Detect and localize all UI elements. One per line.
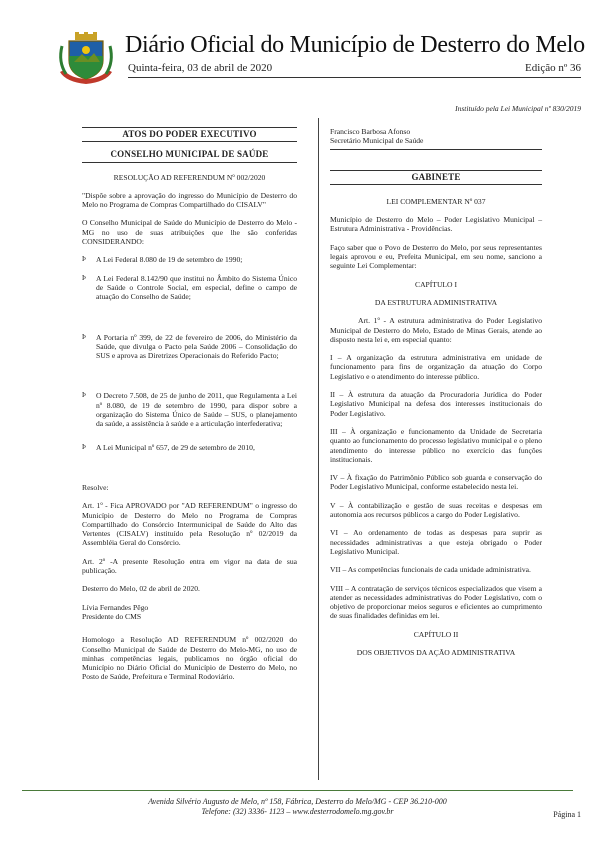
bullet-arrow-icon: Þ: [82, 442, 86, 451]
consideration-item: Þ A Portaria nº 399, de 22 de fevereiro de 2006, do Ministério da Saúde, que divulga o Pacto pela Saúde 2006 – Consolidação do SUS e aprova as Diretrizes Operacionais do Referido Pacto;: [82, 332, 297, 361]
edition-number: Edição nº 36: [525, 62, 581, 74]
resolution-summary: "Dispõe sobre a aprovação do ingresso do Município de Desterro do Melo no Programa de Compras Compartilhado do CISALV": [82, 190, 297, 210]
law-item: III – À organização e funcionamento da Unidade de Secretaria quanto ao funcionamento do processo legislativo municipal e o pleno atendimento do interesse público no exercício das funções institucionais.: [330, 426, 542, 464]
bullet-arrow-icon: Þ: [82, 391, 86, 400]
council-title: CONSELHO MUNICIPAL DE SAÚDE: [82, 148, 297, 162]
consideration-item: Þ A Lei Federal 8.142/90 que institui no Âmbito do Sistema Único de Saúde o Controle Social, em especial, define o campo de atuação do Conselho de Saúde;: [82, 273, 297, 302]
signer-role: Presidente do CMS: [82, 611, 142, 621]
bullet-arrow-icon: Þ: [82, 273, 86, 282]
header-divider: [128, 77, 581, 78]
bullet-arrow-icon: Þ: [82, 255, 86, 264]
consideration-item: Þ O Decreto 7.508, de 25 de junho de 2011, que Regulamenta a Lei nº 8.080, de 19 de setembro de 1990, para dispor sobre a organização do Sistema Único de Saúde – SUS, o planejamento da saúde, a assistência à saúde e a articulação interfederativa;: [82, 391, 297, 429]
homologation-text: Homologo a Resolução AD REFERENDUM nº 002/2020 do Conselho Municipal de Saúde de Desterro do Melo-MG, no uso de minhas competências legais, publicamos no órgão oficial do Município no Diário Oficial do Município de Desterro do Melo, no Posto de Saúde, Prefeitura e Terminal Rodoviário.: [82, 635, 297, 682]
chapter-1-heading: CAPÍTULO I: [415, 279, 457, 289]
signature-block: [82, 603, 297, 622]
resolve-label: Resolve:: [82, 482, 109, 492]
consideration-item: Þ A Lei Municipal nº 657, de 29 de setembro de 2010,: [82, 442, 255, 452]
place-date: Desterro do Melo, 02 de abril de 2020.: [82, 584, 200, 594]
coat-of-arms-icon: [56, 32, 116, 88]
page-number: Página 1: [553, 810, 581, 819]
law-summary: Município de Desterro do Melo – Poder Legislativo Municipal – Estrutura Administrativa - Providências.: [330, 215, 542, 234]
resolution-title: RESOLUÇÃO AD REFERENDUM Nº 002/2020: [113, 172, 266, 182]
article-1: Art. 1º - Fica APROVADO por "AD REFERENDUM" o ingresso do Município de Desterro do Melo no Programa de Compras Compartilhado do Consórcio Intermunicipal de Saúde do Alto das Vertentes (CISALV) instituído pela Resolução nº 02/2019 da Assembléia Geral do Consórcio.: [82, 501, 297, 548]
footer-address: Avenida Silvério Augusto de Melo, nº 158, Fábrica, Desterro do Melo/MG - CEP 36.210-000: [148, 797, 447, 806]
left-column: [82, 127, 297, 691]
law-item: VIII – A contratação de serviços técnicos especializados que visem a atender as necessidades administrativas do Poder Legislativo, com o objetivo de proporcionar meios seguros e eficientes ao cumprimento de suas finalidades definidas em lei.: [330, 583, 542, 621]
consideration-item: Þ A Lei Federal 8.080 de 19 de setembro de 1990;: [82, 255, 243, 265]
law-item: VII – As competências funcionais de cada unidade administrativa.: [330, 565, 531, 575]
law-item: VI – Ao ordenamento de todas as despesas para suprir as necessidades administrativas a que esteja obrigado o Poder Legislativo Municipal.: [330, 528, 542, 556]
signature-block: [330, 127, 542, 150]
law-title: LEI COMPLEMENTAR Nº 037: [386, 196, 486, 206]
law-item: II – À estrutura da atuação da Procuradoria Jurídica do Poder Legislativo Municipal na defesa dos interesses institucionais do Poder Legislativo.: [330, 390, 542, 418]
signer-name: Lívia Fernandes Pêgo: [82, 602, 149, 612]
law-item: V – À contabilização e gestão de suas receitas e despesas em autonomia aos recursos públicos a cargo do Poder Legislativo.: [330, 500, 542, 520]
signer-name: Francisco Barbosa Afonso: [330, 127, 411, 136]
right-column: [330, 127, 542, 666]
law-preamble: Faço saber que o Povo de Desterro do Melo, por seus representantes legais aprovou e eu, Prefeita Municipal, em seu nome, sanciono a seguinte Lei Complementar:: [330, 242, 542, 271]
article-2: Art. 2º -A presente Resolução entra em vigor na data de sua publicação.: [82, 556, 297, 576]
law-item: IV – À fixação do Patrimônio Público sob guarda e conservação do Poder Legislativo Municipal, conforme estabelecido nesta lei.: [330, 473, 542, 492]
section-title-executive: ATOS DO PODER EXECUTIVO: [82, 127, 297, 142]
institution-law: Instituído pela Lei Municipal nº 830/2019: [455, 104, 581, 113]
law-item: I – A organização da estrutura administrativa em unidade de funcionamento para fins de organização da atuação do Corpo Legislativo e o atendimento do interesse público.: [330, 353, 542, 381]
resolution-intro: O Conselho Municipal de Saúde do Município de Desterro do Melo - MG no uso de suas atribuições que lhe são conferidas CONSIDERANDO:: [82, 218, 297, 247]
section-title-gabinete: GABINETE: [330, 170, 542, 185]
footer-divider: [22, 790, 573, 791]
issue-date: Quinta-feira, 03 de abril de 2020: [128, 62, 273, 74]
bullet-arrow-icon: Þ: [82, 332, 86, 341]
newspaper-title: Diário Oficial do Município de Desterro do Melo: [125, 32, 585, 58]
footer-contact: Telefone: (32) 3336- 1123 – www.desterrodomelo.mg.gov.br: [201, 807, 394, 816]
chapter-2-heading: CAPÍTULO II: [413, 629, 459, 639]
chapter-1-title: DA ESTRUTURA ADMINISTRATIVA: [374, 297, 498, 307]
signer-role: Secretário Municipal de Saúde: [330, 136, 424, 146]
column-divider: [318, 118, 319, 780]
chapter-2-title: DOS OBJETIVOS DA AÇÃO ADMINISTRATIVA: [356, 647, 516, 657]
law-article-1: Art. 1º - A estrutura administrativa do Poder Legislativo Municipal de Desterro do Melo, Estado de Minas Gerais, atende ao disposto nesta lei e, em especial quanto:: [330, 316, 542, 344]
